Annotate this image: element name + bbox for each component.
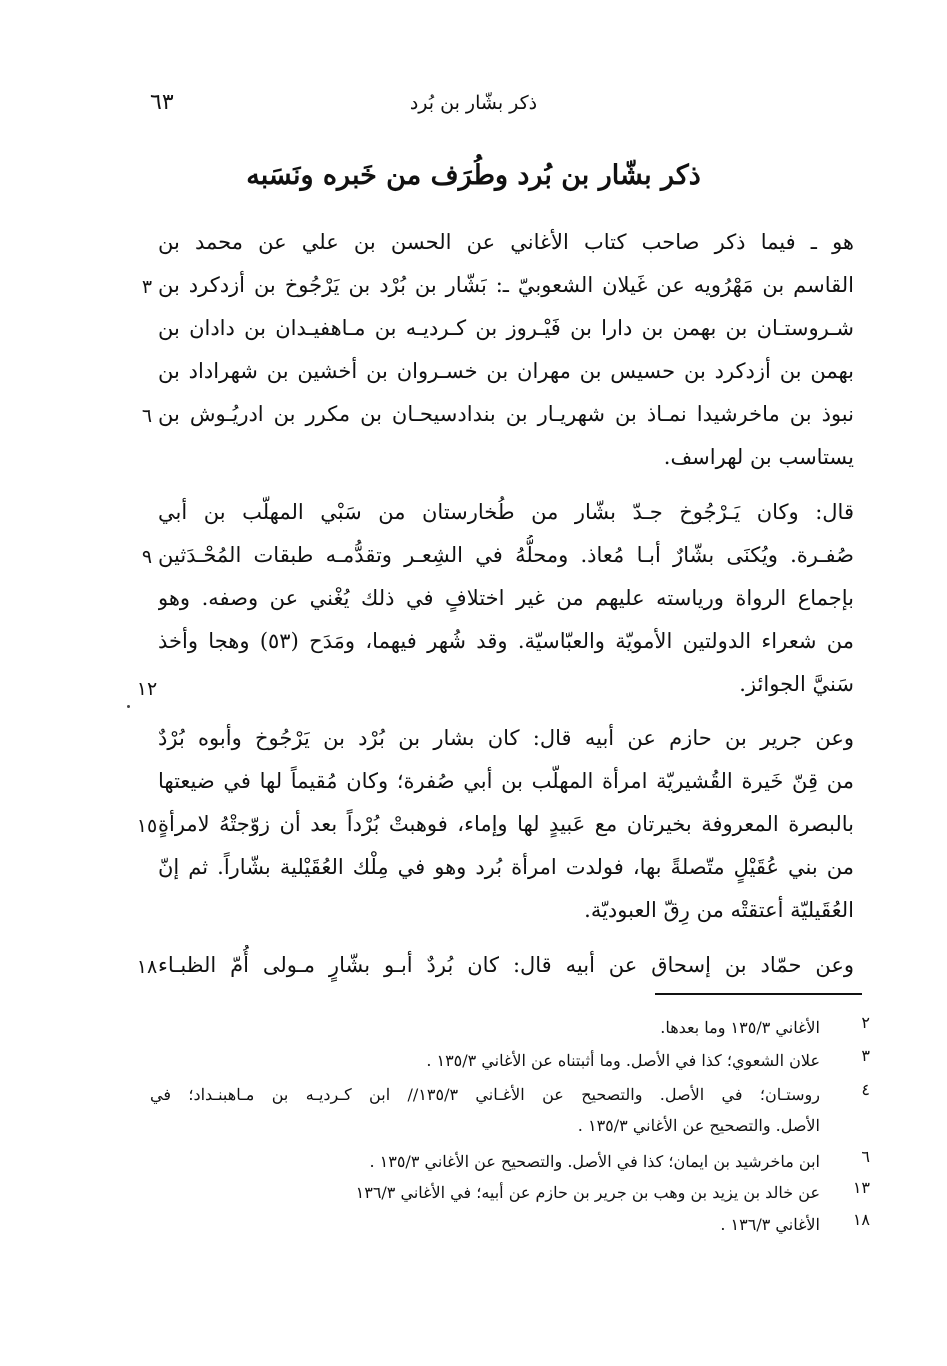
- footnote-number: ٢: [861, 1013, 870, 1032]
- footnote: [150, 1046, 870, 1076]
- line-number: ١٨: [136, 956, 158, 978]
- text-line: بهمن بن أزدكرد بن حسيس بن مهران بن خسـروان بن أخشين بن شهراداد بن: [158, 359, 854, 383]
- page-number: ٦٣: [150, 90, 174, 115]
- footnote-text: ابن ماخرشيد بن ايمان؛ كذا في الأصل. والتصحيح عن الأغاني ١٣٥/٣ .: [369, 1152, 820, 1171]
- text-line: بالبصرة المعروفة بخيرتان مع عَبيدٍ لها وإماء، فوهبتْ بُرْداً بعد أن زوّجتْهُ لامرأةٍ: [158, 812, 854, 836]
- footnote-number: ١٣: [852, 1178, 870, 1197]
- text-line: صُفـرة. ويُكنَى بشّارٌ أبـا مُعاذ. ومحلُّهُ في الشِعـر وتقدُّمـه طبقات المُحْـدَثين: [158, 543, 854, 567]
- line-number: ٦: [141, 405, 153, 427]
- text-line: شـروستـان بن بهمن بن دارا بن فَيْـروز بن كـرديـه بن مـاهفيـدان بن دادان بن: [158, 316, 854, 340]
- footnote-text: عن خالد بن يزيد بن وهب بن جرير بن حازم عن أبيه؛ في الأغاني ١٣٦/٣: [355, 1183, 820, 1202]
- footnote: [150, 1013, 870, 1043]
- text-line: يستاسب بن لهراسف.: [663, 445, 854, 469]
- speck-mark: [127, 705, 130, 708]
- text-line: بإجماع الرواة ورياسته عليهم من غير اختلافٍ في ذلك يُغْني عن وصفه. وهو: [158, 586, 854, 610]
- chapter-title: ذكر بشّار بن بُرد وطُرَف من خَبره ونَسَبه: [246, 160, 701, 191]
- text-line: من بني عُقَيْلٍ متّصلةً بها، فولدت امرأة بُرد وهو في مِلْك العُقَيْلية بشّاراً. ثم إنّ: [158, 855, 854, 879]
- running-header: ذكر بشّار بن بُرد: [409, 92, 538, 114]
- footnote-number: ١٨: [852, 1210, 870, 1229]
- text-line: قال: وكان يَـرْجُوخ جـدّ بشّار من طُخارستان من سَبْي المهلّب بن أبي: [158, 500, 854, 524]
- text-line: من قِنّ خَيرة القُشيريّة امرأة المهلّب بن أبي صُفرة؛ وكان مُقيماً لها في ضيعتها: [158, 769, 854, 793]
- text-line: نبوذ بن ماخرشيدا نمـاذ بن شهريـار بن بندادسيحـان بن مكرر بن ادريُـوش بن: [158, 402, 854, 426]
- footnote-text: علان الشعوي؛ كذا في الأصل. وما أثبتناه عن الأغاني ١٣٥/٣ .: [426, 1051, 820, 1070]
- footnote-text: الأصل. والتصحيح عن الأغاني ١٣٥/٣ .: [577, 1116, 820, 1135]
- footnote-continuation: [150, 1111, 870, 1141]
- footnote-text: الأغاني ١٣٥/٣ وما بعدها.: [660, 1018, 820, 1037]
- footnote: [150, 1178, 870, 1208]
- line-number: ٩: [141, 546, 153, 568]
- footnote-text: الأغاني ١٣٦/٣ .: [720, 1215, 820, 1234]
- line-number: ١٥: [136, 815, 158, 837]
- text-line: هو ـ فيما ذكر صاحب كتاب الأغاني عن الحسن بن علي عن محمد بن: [158, 230, 854, 254]
- footnote: [150, 1080, 870, 1110]
- footnote-number: ٣: [861, 1046, 870, 1065]
- text-line: القاسم بن مَهْرُويه عن غَيلان الشعوبيّ ـ: بَشّار بن بُرْد بن يَرْجُوخ بن أزدكرد بن: [158, 273, 854, 297]
- footnote-number: ٦: [861, 1147, 870, 1166]
- line-number: ٣: [141, 276, 153, 298]
- footnote: [150, 1147, 870, 1177]
- text-line: سَنيَّ الجوائز.: [739, 672, 854, 696]
- text-line: وعن جرير بن حازم عن أبيه قال: كان بشار بن بُرْد بن يَرْجُوخ وأبوه بُرْدٌ: [158, 726, 854, 750]
- footnote-number: ٤: [861, 1080, 870, 1099]
- text-line: من شعراء الدولتين الأمويّة والعبّاسيّة. وقد شُهر فيهما، ومَدَح (٥٣) وهجا وأخذ: [158, 629, 854, 653]
- footnote: [150, 1210, 870, 1240]
- footnote-divider: [655, 993, 862, 995]
- line-number: ١٢: [136, 678, 158, 700]
- footnote-text: روستـان؛ في الأصل. والتصحيح عن الأغـاني ١٣٥/٣// ابن كـرديـه بن مـاهبنـداد؛ في: [150, 1085, 820, 1104]
- text-line: العُقَيليّة أعتقتْه من رِقّ العبوديّة.: [584, 898, 854, 922]
- text-line: وعن حمّاد بن إسحاق عن أبيه قال: كان بُردٌ أبـو بشّارٍ مـولى أُمّ الظبـاء: [158, 953, 854, 977]
